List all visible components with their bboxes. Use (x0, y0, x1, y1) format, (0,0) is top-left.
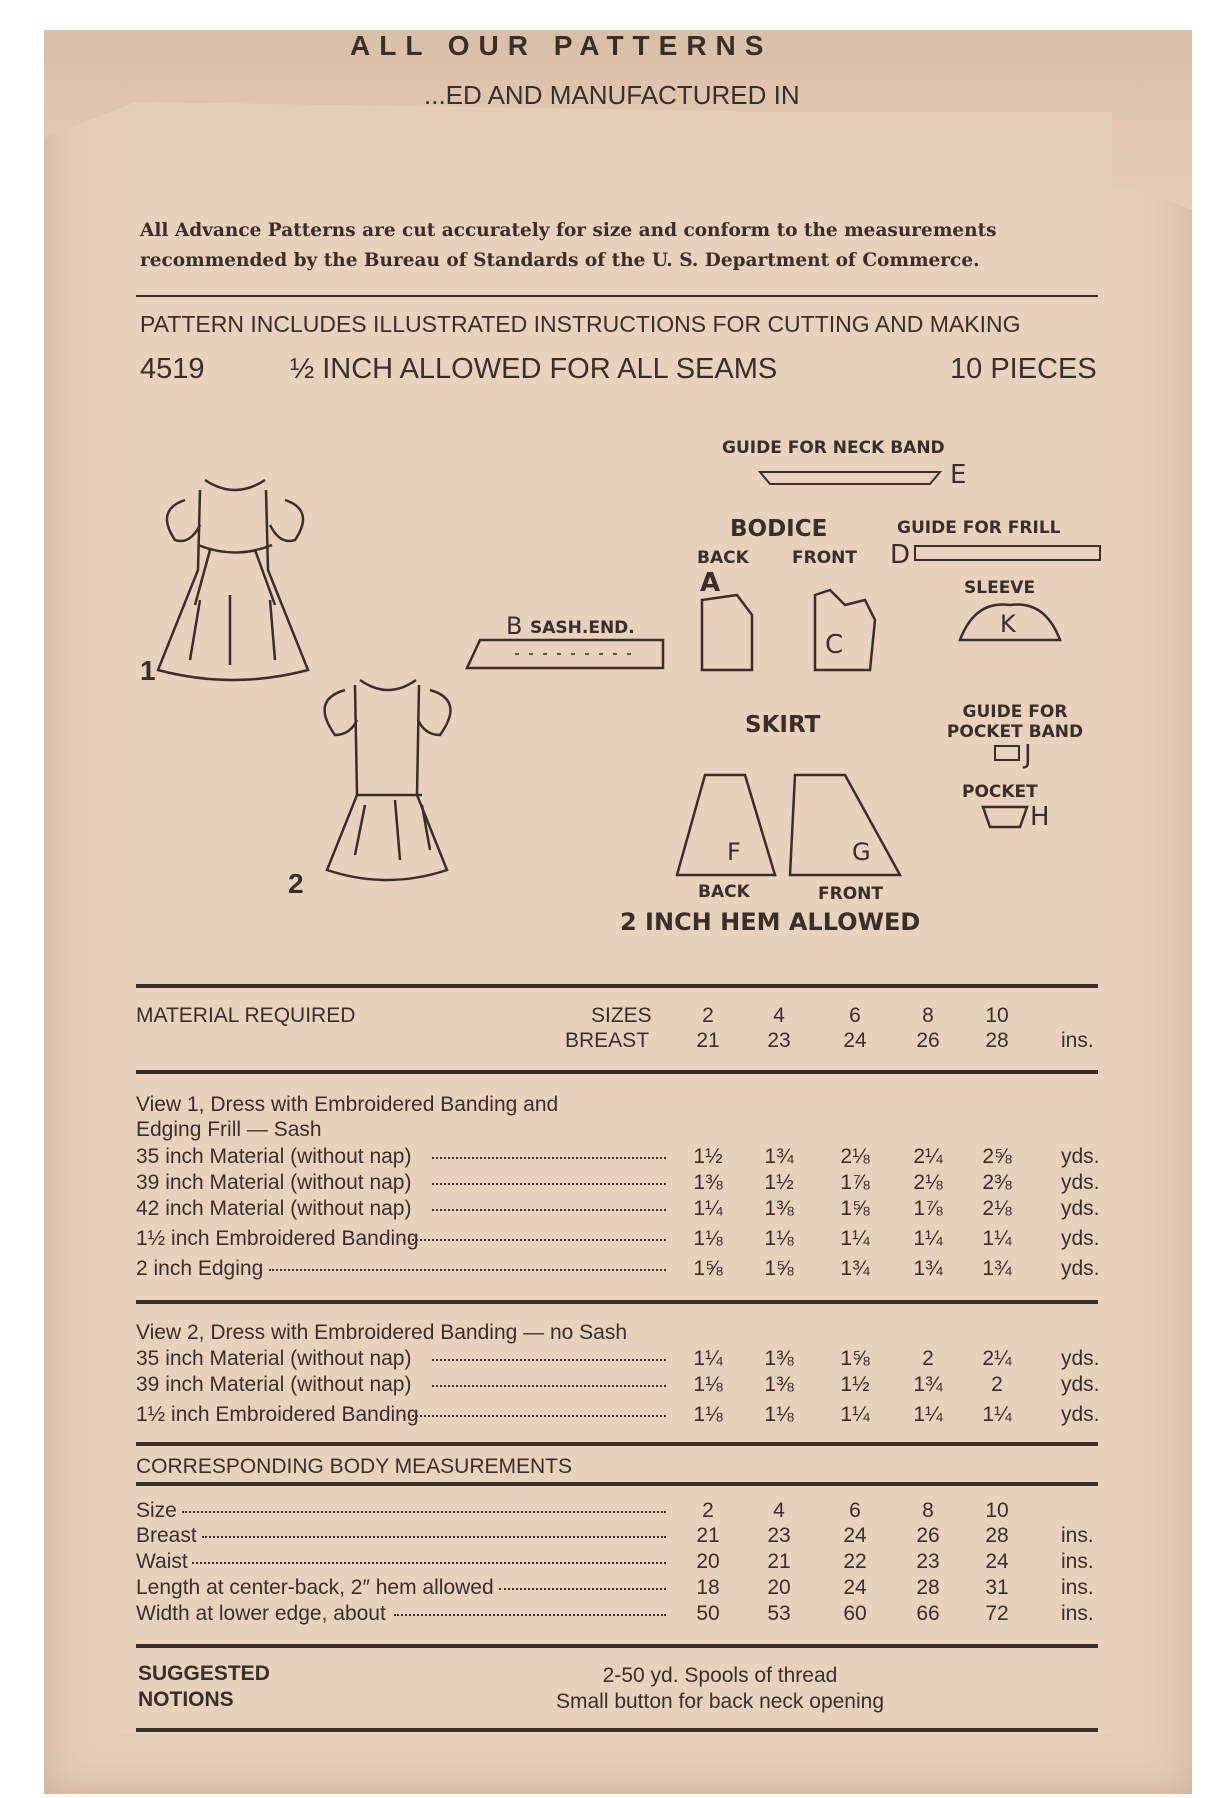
divider (136, 1482, 1098, 1486)
row-label: 39 inch Material (without nap) (136, 1171, 412, 1194)
unit: ins. (1061, 1576, 1094, 1599)
leader-dots (269, 1269, 666, 1271)
pocket-band-letter: J (1024, 740, 1032, 770)
row-value: 2⅛ (840, 1145, 870, 1168)
row-value: 2¼ (913, 1145, 943, 1168)
row-value: 20 (767, 1576, 791, 1599)
view-1-title (136, 1093, 1098, 1119)
row-value: 2 (991, 1373, 1003, 1396)
sash-letter: B (506, 612, 523, 640)
row-value: 1⅝ (764, 1257, 794, 1280)
size-value: 10 (985, 1004, 1009, 1027)
unit: yds. (1061, 1227, 1100, 1250)
row-label: 35 inch Material (without nap) (136, 1145, 412, 1168)
envelope-header: ALL OUR PATTERNS (350, 30, 773, 61)
row-value: 26 (916, 1524, 940, 1547)
row-label: Width at lower edge, about (136, 1602, 386, 1625)
row-value: 1⅜ (693, 1171, 723, 1194)
view-1-title-line-1: View 1, Dress with Embroidered Banding and (136, 1093, 559, 1116)
row-value: 28 (985, 1524, 1009, 1547)
frill-label: GUIDE FOR FRILL (897, 518, 1061, 538)
pocket-label: POCKET (962, 782, 1038, 802)
row-value: 2⅛ (913, 1171, 943, 1194)
size-value: 8 (922, 1004, 934, 1027)
table-row (136, 1257, 1098, 1283)
row-value: 72 (985, 1602, 1009, 1625)
unit: ins. (1061, 1602, 1094, 1625)
unit: ins. (1061, 1029, 1094, 1052)
row-value: 1½ (840, 1373, 870, 1396)
divider (136, 1442, 1098, 1446)
row-value: 21 (767, 1550, 791, 1573)
body-measurements-title (136, 1455, 1098, 1481)
row-value: 1½ (693, 1145, 723, 1168)
table-row (136, 1197, 1098, 1223)
table-row (136, 1602, 1098, 1628)
row-label: Waist (136, 1550, 188, 1573)
skirt-back-label: BACK (698, 882, 750, 902)
row-value: 1⅝ (840, 1197, 870, 1220)
unit: ins. (1061, 1524, 1094, 1547)
leader-dots (192, 1562, 666, 1564)
row-value: 1⅞ (913, 1197, 943, 1220)
frill-piece (915, 546, 1100, 562)
row-value: 2⅜ (982, 1171, 1012, 1194)
neck-band-label: GUIDE FOR NECK BAND (722, 438, 945, 458)
breast-value: 23 (767, 1029, 791, 1052)
leader-dots (432, 1183, 666, 1185)
row-value: 28 (916, 1576, 940, 1599)
unit: yds. (1061, 1171, 1100, 1194)
neck-band-letter: E (950, 460, 967, 490)
row-value: 1¼ (693, 1197, 723, 1220)
row-value: 1¼ (913, 1227, 943, 1250)
row-label: Size (136, 1499, 177, 1522)
unit: yds. (1061, 1257, 1100, 1280)
table-row (136, 1499, 1098, 1525)
row-value: 1⅜ (764, 1347, 794, 1370)
row-value: 24 (843, 1576, 867, 1599)
skirt-front-letter: G (852, 838, 871, 866)
sleeve-label: SLEEVE (964, 578, 1036, 598)
row-value: 23 (767, 1524, 791, 1547)
breast-label: BREAST (565, 1029, 650, 1052)
row-value: 50 (696, 1602, 720, 1625)
divider (136, 1644, 1098, 1648)
unit: yds. (1061, 1145, 1100, 1168)
row-value: 20 (696, 1550, 720, 1573)
row-value: 1¼ (913, 1403, 943, 1426)
breast-value: 26 (916, 1029, 940, 1052)
row-value: 1⅛ (693, 1227, 723, 1250)
bodice-back-label: BACK (697, 548, 749, 568)
row-label: 1½ inch Embroidered Banding (136, 1227, 419, 1250)
notions-label-line-2: NOTIONS (138, 1688, 234, 1711)
unit: yds. (1061, 1197, 1100, 1220)
row-label: Breast (136, 1524, 197, 1547)
table-row (136, 1576, 1098, 1602)
row-label: 2 inch Edging (136, 1257, 264, 1280)
sash-label: SASH.END. (530, 618, 635, 638)
row-value: 1⅛ (693, 1403, 723, 1426)
size-value: 2 (702, 1004, 714, 1027)
row-value: 1¼ (840, 1227, 870, 1250)
view-1-subtitle (136, 1118, 1098, 1144)
breast-value: 21 (696, 1029, 720, 1052)
row-value: 1¾ (982, 1257, 1012, 1280)
notions-label-line-1: SUGGESTED (138, 1662, 270, 1685)
leader-dots (432, 1359, 666, 1361)
row-value: 2⅝ (982, 1145, 1012, 1168)
bodice-front-piece (810, 590, 880, 675)
leader-dots (394, 1614, 666, 1616)
unit: ins. (1061, 1550, 1094, 1573)
row-value: 1⅛ (764, 1227, 794, 1250)
notion-thread: 2-50 yd. Spools of thread (602, 1664, 838, 1687)
size-value: 6 (849, 1004, 861, 1027)
leader-dots (403, 1239, 666, 1241)
leader-dots (182, 1511, 666, 1513)
row-value: 1¼ (840, 1403, 870, 1426)
row-value: 53 (767, 1602, 791, 1625)
table-row (136, 1227, 1098, 1253)
piece-count: 10 PIECES (950, 353, 1097, 385)
frill-letter: D (890, 540, 911, 570)
divider (136, 984, 1098, 988)
row-value: 1⅝ (693, 1257, 723, 1280)
leader-dots (403, 1415, 666, 1417)
view-2-title (136, 1321, 1098, 1347)
row-value: 8 (922, 1499, 934, 1522)
neck-band-piece (760, 468, 940, 498)
table-row (136, 1524, 1098, 1550)
row-value: 1¾ (764, 1145, 794, 1168)
sizes-label: SIZES (591, 1004, 652, 1027)
row-value: 1¾ (913, 1373, 943, 1396)
dress-view-2-illustration (310, 670, 470, 890)
view-1-title-line-2: Edging Frill — Sash (136, 1118, 322, 1141)
breast-header (136, 1029, 1098, 1055)
row-label: 42 inch Material (without nap) (136, 1197, 412, 1220)
material-title: MATERIAL REQUIRED (136, 1004, 356, 1027)
row-label: 39 inch Material (without nap) (136, 1373, 412, 1396)
leader-dots (499, 1588, 666, 1590)
row-value: 1⅛ (693, 1373, 723, 1396)
bodice-front-label: FRONT (792, 548, 857, 568)
table-row (136, 1550, 1098, 1576)
row-value: 1⅜ (764, 1373, 794, 1396)
row-value: 2⅛ (982, 1197, 1012, 1220)
row-value: 18 (696, 1576, 720, 1599)
row-value: 1⅝ (840, 1347, 870, 1370)
leader-dots (432, 1385, 666, 1387)
row-value: 24 (843, 1524, 867, 1547)
row-value: 60 (843, 1602, 867, 1625)
skirt-label: SKIRT (745, 712, 821, 738)
pocket-piece (982, 805, 1028, 829)
row-label: Length at center-back, 2″ hem allowed (136, 1576, 494, 1599)
leader-dots (432, 1157, 666, 1159)
row-value: 10 (985, 1499, 1009, 1522)
divider (136, 1070, 1098, 1074)
row-value: 24 (985, 1550, 1009, 1573)
row-label: 1½ inch Embroidered Banding (136, 1403, 419, 1426)
unit: yds. (1061, 1403, 1100, 1426)
material-header (136, 1004, 1098, 1030)
bodice-back-letter: A (700, 568, 721, 598)
breast-value: 28 (985, 1029, 1009, 1052)
table-row (136, 1373, 1098, 1399)
sleeve-letter: K (1000, 610, 1016, 638)
notion-button: Small button for back neck opening (555, 1690, 885, 1713)
skirt-pieces (675, 770, 915, 880)
row-value: 1¼ (693, 1347, 723, 1370)
row-value: 1⅛ (764, 1403, 794, 1426)
row-value: 66 (916, 1602, 940, 1625)
divider (136, 295, 1098, 297)
divider (136, 1728, 1098, 1732)
pattern-includes: PATTERN INCLUDES ILLUSTRATED INSTRUCTIONS FOR CUTTING AND MAKING (140, 311, 1021, 337)
row-value: 31 (985, 1576, 1009, 1599)
bodice-front-letter: C (825, 630, 844, 660)
envelope-subheader: ...ED AND MANUFACTURED IN (424, 80, 800, 110)
disclaimer-line-2: recommended by the Bureau of Standards of the U. S. Department of Commerce. (140, 250, 980, 271)
sash-piece (465, 638, 665, 670)
pocket-band-label: GUIDE FOR POCKET BAND (946, 702, 1084, 742)
table-row (136, 1403, 1098, 1429)
pocket-letter: H (1030, 802, 1050, 832)
row-value: 2¼ (982, 1347, 1012, 1370)
bodice-back-piece (697, 595, 757, 675)
skirt-front-label: FRONT (818, 884, 883, 904)
table-row (136, 1145, 1098, 1171)
row-value: 2 (702, 1499, 714, 1522)
leader-dots (432, 1209, 666, 1211)
row-value: 22 (843, 1550, 867, 1573)
breast-value: 24 (843, 1029, 867, 1052)
unit: yds. (1061, 1373, 1100, 1396)
row-value: 1⅜ (764, 1197, 794, 1220)
disclaimer-line-1: All Advance Patterns are cut accurately for size and conform to the measurements (140, 220, 997, 241)
row-label: 35 inch Material (without nap) (136, 1347, 412, 1370)
divider (136, 1300, 1098, 1304)
row-value: 1¼ (982, 1227, 1012, 1250)
table-row (136, 1347, 1098, 1373)
row-value: 23 (916, 1550, 940, 1573)
row-value: 1¼ (982, 1403, 1012, 1426)
row-value: 1½ (764, 1171, 794, 1194)
pattern-number: 4519 (140, 353, 205, 385)
unit: yds. (1061, 1347, 1100, 1370)
view-2-title-text: View 2, Dress with Embroidered Banding — no Sash (136, 1321, 628, 1344)
row-value: 1¾ (913, 1257, 943, 1280)
seam-allowance: ½ INCH ALLOWED FOR ALL SEAMS (290, 353, 778, 385)
hem-allowance: 2 INCH HEM ALLOWED (620, 908, 921, 936)
pocket-band-piece (994, 745, 1020, 761)
row-value: 21 (696, 1524, 720, 1547)
view-1-label: 1 (140, 655, 156, 686)
row-value: 6 (849, 1499, 861, 1522)
leader-dots (202, 1536, 666, 1538)
body-title-text: CORRESPONDING BODY MEASUREMENTS (136, 1455, 573, 1478)
dress-view-1-illustration (150, 470, 320, 690)
skirt-back-letter: F (727, 838, 741, 866)
view-2-label: 2 (288, 868, 304, 899)
size-value: 4 (773, 1004, 785, 1027)
row-value: 4 (773, 1499, 785, 1522)
bodice-label: BODICE (730, 516, 828, 542)
row-value: 1⅞ (840, 1171, 870, 1194)
row-value: 2 (922, 1347, 934, 1370)
table-row (136, 1171, 1098, 1197)
row-value: 1¾ (840, 1257, 870, 1280)
